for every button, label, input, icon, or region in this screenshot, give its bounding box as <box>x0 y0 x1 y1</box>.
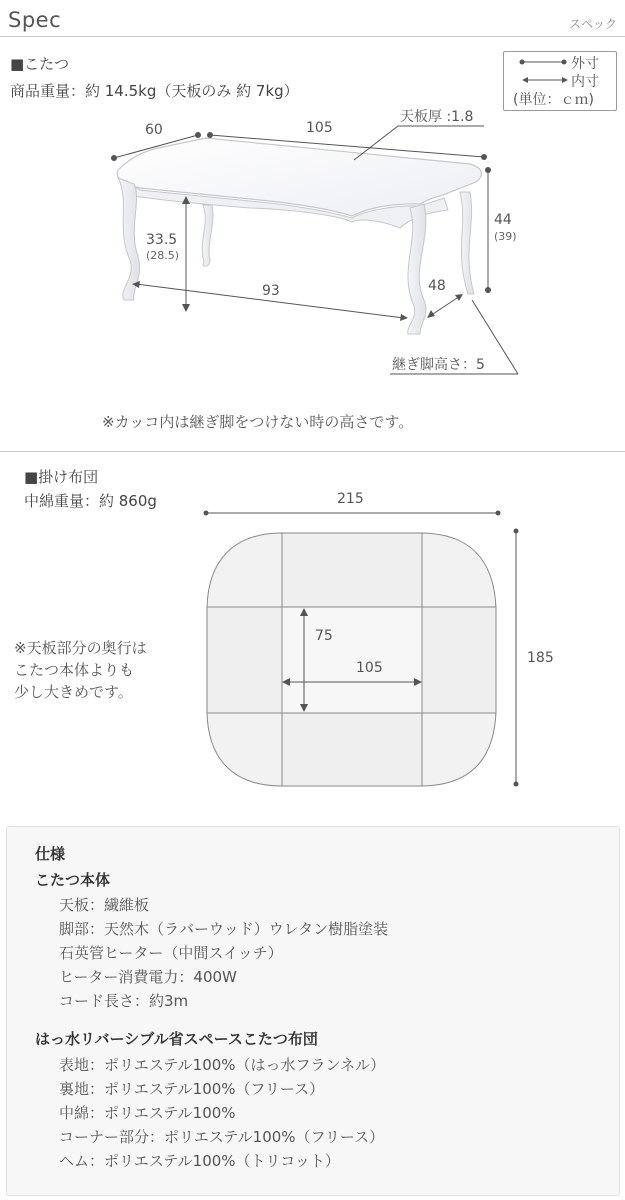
spec-item: 石英管ヒーター（中間スイッチ） <box>59 944 283 962</box>
futon-heading: ■掛け布団 <box>24 468 99 486</box>
futon-dim-inner-width: 105 <box>356 660 383 676</box>
spec-section-heading: こたつ本体 <box>35 871 111 889</box>
dim-height-inner: (39) <box>494 230 517 243</box>
spec-title: 仕様 <box>35 845 66 863</box>
spec-item: コード長さ：約3m <box>59 992 189 1010</box>
page-subtitle: スペック <box>568 17 617 31</box>
futon-note-line-1: ※天板部分の奥行は <box>14 639 147 657</box>
dim-width: 105 <box>306 120 333 136</box>
dim-inner-depth: 48 <box>428 278 446 294</box>
spec-item: 表地：ポリエステル100%（はっ水フランネル） <box>59 1056 386 1074</box>
spec-item: 裏地：ポリエステル100%（フリース） <box>59 1080 325 1098</box>
legend-outer-label: 外寸 <box>571 56 599 72</box>
futon-weight: 中綿重量：約 860g <box>24 492 157 510</box>
legend-unit-label: (単位：ｃｍ) <box>513 92 594 108</box>
dim-extension-leg: 継ぎ脚高さ：5 <box>392 357 485 373</box>
dim-inner-width: 93 <box>262 283 280 299</box>
futon-note-line-3: 少し大きめです。 <box>14 683 133 701</box>
spec-item: 脚部：天然木（ラバーウッド）ウレタン樹脂塗装 <box>59 920 389 938</box>
futon-dim-inner-depth: 75 <box>315 628 333 644</box>
futon-dim-height: 185 <box>527 650 554 666</box>
spec-item: コーナー部分：ポリエステル100%（フリース） <box>59 1128 385 1146</box>
futon-note-line-2: こたつ本体よりも <box>14 661 135 679</box>
spec-item: ヒーター消費電力：400W <box>59 968 237 986</box>
kotatsu-heading: ■こたつ <box>10 55 70 73</box>
kotatsu-note: ※カッコ内は継ぎ脚をつけない時の高さです。 <box>102 413 414 431</box>
dim-height-outer: 44 <box>494 212 512 228</box>
dim-underside-height-inner: (28.5) <box>146 249 180 262</box>
dim-top-thickness: 天板厚 :1.8 <box>400 109 474 125</box>
page-title: Spec <box>8 8 62 32</box>
dim-underside-height: 33.5 <box>146 232 178 248</box>
spec-section-heading: はっ水リバーシブル省スペースこたつ布団 <box>35 1030 318 1048</box>
dim-depth: 60 <box>145 122 163 138</box>
spec-item: 天板：繊維板 <box>59 896 150 914</box>
kotatsu-weight: 商品重量：約 14.5kg（天板のみ 約 7kg） <box>10 82 299 100</box>
futon-dim-width: 215 <box>337 491 364 507</box>
spec-item: 中綿：ポリエステル100% <box>59 1104 236 1122</box>
spec-box <box>6 826 620 1196</box>
spec-item: ヘム：ポリエステル100%（トリコット） <box>59 1152 340 1170</box>
legend-inner-label: 内寸 <box>571 74 599 90</box>
